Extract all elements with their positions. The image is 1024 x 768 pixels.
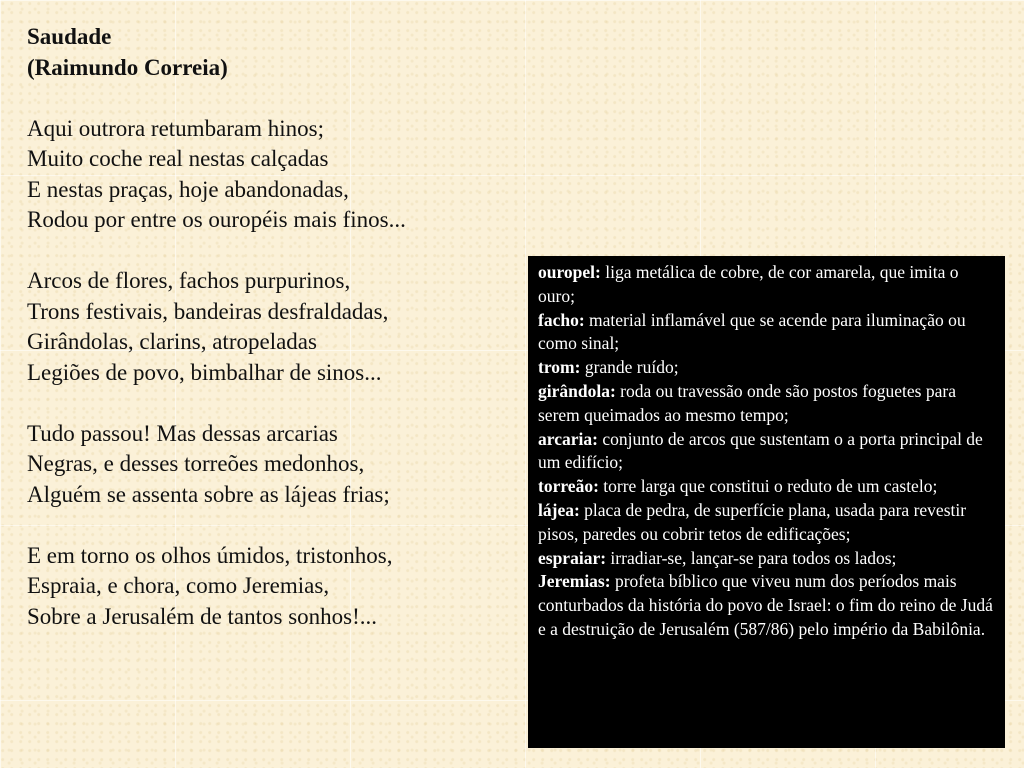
glossary-definition: torre larga que constitui o reduto de um castelo; [603,476,938,497]
poem-line: Trons festivais, bandeiras desfraldadas, [27,298,389,324]
glossary-term: facho: [538,309,585,330]
stanza-1 [27,114,517,236]
glossary-entry-trom [538,356,997,380]
glossary-entry-espraiar [538,547,997,571]
glossary-definition: liga metálica de cobre, de cor amarela, que imita o ouro; [538,262,959,306]
glossary-entry-ouropel [538,261,997,309]
poem-line: E em torno os olhos úmidos, tristonhos, [27,542,393,568]
poem-line: Legiões de povo, bimbalhar de sinos... [27,359,382,385]
poem-line: Girândolas, clarins, atropeladas [27,329,317,354]
glossary-term: girândola: [538,380,616,401]
glossary-definition: placa de pedra, de superfície plana, usada para revestir pisos, paredes ou cobrir tetos de edificações; [538,499,967,544]
poem-line: Aqui outrora retumbaram hinos; [27,115,325,141]
glossary-definition: conjunto de arcos que sustentam o a porta principal de um edifício; [538,428,983,473]
glossary-term: trom: [538,357,581,378]
glossary-term: arcaria: [538,428,598,449]
glossary-term: lájea: [538,499,580,520]
glossary-entry-facho [538,309,997,357]
poem-line: Espraia, e chora, como Jeremias, [27,573,330,598]
glossary-definition: irradiar-se, lançar-se para todos os lados; [610,547,897,568]
stanza-2 [27,266,517,388]
glossary-entry-torreao [538,475,997,499]
poem [27,22,517,632]
glossary-entry-arcaria [538,428,997,476]
poem-line: Sobre a Jerusalém de tantos sonhos!... [27,603,378,629]
poem-line: Muito coche real nestas calçadas [27,146,329,171]
glossary-entry-jeremias [538,570,997,641]
glossary-term: espraiar: [538,547,607,568]
poem-line: Rodou por entre os ouropéis mais finos... [27,207,406,232]
poem-line: E nestas praças, hoje abandonadas, [27,176,349,202]
poem-line: Arcos de flores, fachos purpurinos, [27,268,351,293]
glossary-term: ouropel: [538,262,601,282]
poem-author: (Raimundo Correia) [27,54,228,80]
glossary-definition: grande ruído; [584,357,679,378]
stanza-3 [27,419,517,511]
glossary-entry-girandola [538,380,997,428]
poem-line: Tudo passou! Mas dessas arcarias [27,420,338,446]
glossary-definition: roda ou travessão onde são postos foguetes para serem queimados ao mesmo tempo; [538,380,956,425]
glossary-definition: material inflamável que se acende para iluminação ou como sinal; [538,309,966,354]
poem-line: Alguém se assenta sobre as lájeas frias; [27,481,390,507]
glossary-entry-lajea [538,499,997,547]
glossary-term: Jeremias: [538,571,611,592]
stanza-4 [27,541,517,633]
glossary-term: torreão: [538,476,599,497]
poem-line: Negras, e desses torreões medonhos, [27,451,365,476]
poem-title: Saudade [27,24,112,49]
glossary-box [528,256,1005,748]
glossary-definition: profeta bíblico que viveu num dos períodos mais conturbados da história do povo de Israel: o fim do reino de Judá e a destruição de Jerusalém (587/86) pelo império da Babilônia. [538,571,993,639]
